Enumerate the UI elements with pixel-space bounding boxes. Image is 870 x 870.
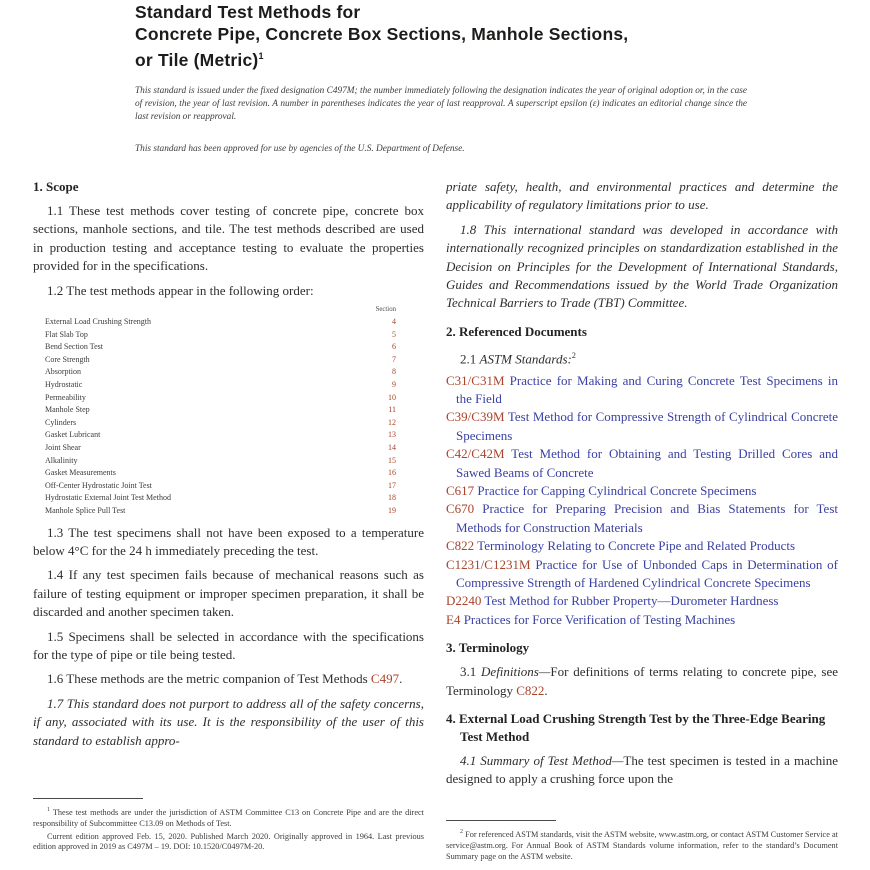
reference-title-link[interactable]: Terminology Relating to Concrete Pipe and Related Products xyxy=(474,538,796,554)
title-line-3-text: or Tile (Metric) xyxy=(135,49,259,70)
index-row xyxy=(45,467,396,480)
index-label: Cylinders xyxy=(45,417,77,427)
section-2-heading: 2. Referenced Documents xyxy=(446,323,587,339)
index-section-link[interactable]: 16 xyxy=(388,468,396,478)
paragraph-1-3: 1.3 The test specimens shall not have been exposed to a temperature below 4°C for the 24 h immediately preceding the test. xyxy=(33,524,424,558)
test-methods-index xyxy=(45,305,396,518)
index-section-link[interactable]: 18 xyxy=(388,493,396,503)
definitions-label: Definitions— xyxy=(481,664,551,680)
index-section-link[interactable]: 4 xyxy=(392,317,396,327)
paragraph-1-8: 1.8 This international standard was developed in accordance with internationally recognized principles on standardization established in the Decision on Principles for the Development of International Standards, Guides and Recommendations issued by the World Trade Organization Technical Barriers to Trade (TBT) Committee. xyxy=(446,221,838,311)
reference-designation-link[interactable]: C670 xyxy=(446,501,475,517)
index-label: Gasket Measurements xyxy=(45,468,116,478)
paragraph-1-5: 1.5 Specimens shall be selected in accordance with the specifications for the type of pipe or tile being tested. xyxy=(33,628,424,662)
index-row xyxy=(45,329,396,342)
footnote-edition: Current edition approved Feb. 15, 2020. Published March 2020. Originally approved in 1964. Last previous edition approved in 2019 as C497M – 19. DOI: 10.1520/C0497M-20. xyxy=(33,831,424,852)
c497-link[interactable]: C497 xyxy=(370,671,400,687)
reference-item xyxy=(446,556,838,593)
summary-label: 4.1 Summary of Test Method— xyxy=(460,753,624,769)
index-label: Alkalinity xyxy=(45,455,78,465)
reference-title-link[interactable]: Practice for Preparing Precision and Bias Statements for Test Methods for Construction Materials xyxy=(456,501,838,535)
index-label: Manhole Step xyxy=(45,405,90,415)
index-row xyxy=(45,341,396,354)
index-section-link[interactable]: 12 xyxy=(388,417,396,427)
index-column-header: Section xyxy=(375,306,396,314)
title-line-2: Concrete Pipe, Concrete Box Sections, Manhole Sections, xyxy=(135,24,629,44)
index-label: Core Strength xyxy=(45,354,90,364)
title-footnote-marker: 1 xyxy=(258,51,264,61)
footnote-2-marker-ref: 2 xyxy=(571,350,576,360)
index-row xyxy=(45,442,396,455)
index-label: Hydrostatic External Joint Test Method xyxy=(45,493,171,503)
reference-title-link[interactable]: Practice for Use of Unbonded Caps in Determination of Compressive Strength of Hardened Cylindrical Concrete Specimens xyxy=(456,556,838,591)
section-1-heading: 1. Scope xyxy=(33,179,79,194)
paragraph-4-1 xyxy=(446,752,838,789)
index-section-link[interactable]: 19 xyxy=(388,505,396,515)
footnote-2 xyxy=(446,827,838,862)
index-row xyxy=(45,404,396,417)
reference-designation-link[interactable]: C617 xyxy=(446,483,475,499)
index-row xyxy=(45,455,396,468)
index-row xyxy=(45,316,396,329)
paragraph-1-6 xyxy=(33,670,424,688)
footnote-1-text: These test methods are under the jurisdiction of ASTM Committee C13 on Concrete Pipe and are the direct responsibility of Subcommittee C13.09 on Methods of Test. xyxy=(33,807,424,828)
index-label: Manhole Splice Pull Test xyxy=(45,505,126,515)
footnote-rule xyxy=(446,820,556,821)
document-title-block xyxy=(135,1,628,71)
index-row xyxy=(45,417,396,430)
reference-designation-link[interactable]: C39/C39M xyxy=(446,409,505,425)
paragraph-1-6-text: 1.6 These methods are the metric companion of Test Methods xyxy=(47,671,371,687)
paragraph-1-1: 1.1 These test methods cover testing of concrete pipe, concrete box sections, manhole sections, and tile. The test methods described are used in production testing and acceptance testing to evaluate the properties provided for in the specifications. xyxy=(33,203,424,274)
paragraph-4-1-text: The test specimen is tested in a machine designed to apply a crushing force upon the xyxy=(446,753,838,787)
left-column xyxy=(33,178,424,870)
index-section-link[interactable]: 11 xyxy=(388,405,396,415)
reference-designation-link[interactable]: C31/C31M xyxy=(446,372,505,388)
reference-designation-link[interactable]: C1231/C1231M xyxy=(446,556,531,572)
reference-item xyxy=(446,592,838,610)
index-section-link[interactable]: 14 xyxy=(388,442,396,452)
index-row xyxy=(45,492,396,505)
index-label: Permeability xyxy=(45,392,86,402)
index-row xyxy=(45,354,396,367)
index-section-link[interactable]: 7 xyxy=(392,354,396,364)
index-label: Bend Section Test xyxy=(45,342,103,352)
reference-item xyxy=(446,537,838,555)
paragraph-3-1-period: . xyxy=(544,682,548,698)
paragraph-3-1-number: 3.1 xyxy=(460,664,482,680)
right-column xyxy=(446,178,838,870)
index-row xyxy=(45,379,396,392)
index-section-link[interactable]: 9 xyxy=(392,380,396,389)
paragraph-2-1 xyxy=(446,347,838,369)
paragraph-3-1 xyxy=(446,663,838,700)
paragraph-2-1-number: 2.1 xyxy=(460,351,480,367)
footnote-rule xyxy=(33,798,143,799)
index-section-link[interactable]: 8 xyxy=(392,367,396,377)
reference-designation-link[interactable]: C42/C42M xyxy=(446,446,505,462)
reference-title-link[interactable]: Test Method for Obtaining and Testing Drilled Cores and Sawed Beams of Concrete xyxy=(456,446,838,480)
section-4-heading: 4. External Load Crushing Strength Test by the Three-Edge Bearing Test Method xyxy=(446,711,826,745)
reference-designation-link[interactable]: C822 xyxy=(446,538,475,554)
reference-item xyxy=(446,611,838,629)
title-line-3 xyxy=(135,45,628,71)
footnote-2-marker: 2 xyxy=(460,829,463,835)
index-label: External Load Crushing Strength xyxy=(45,317,151,327)
reference-title-link[interactable]: Practice for Capping Cylindrical Concrete Specimens xyxy=(474,483,757,499)
reference-title-link[interactable]: Test Method for Rubber Property—Durometer Hardness xyxy=(481,593,779,609)
reference-title-link[interactable]: Practice for Making and Curing Concrete Test Specimens in the Field xyxy=(456,372,838,406)
index-section-link[interactable]: 5 xyxy=(392,329,396,339)
index-label: Flat Slab Top xyxy=(45,329,88,339)
reference-title-link[interactable]: Practices for Force Verification of Testing Machines xyxy=(460,611,736,627)
footnote-1-marker: 1 xyxy=(47,807,50,813)
index-row xyxy=(45,480,396,493)
paragraph-1-7: 1.7 This standard does not purport to address all of the safety concerns, if any, associated with its use. It is the responsibility of the user of this standard to establish appro- xyxy=(33,695,424,748)
paragraph-1-4: 1.4 If any test specimen fails because of mechanical reasons such as failure of testing equipment or improper specimen preparation, it shall be discarded and another specimen taken. xyxy=(33,567,424,620)
reference-title-link[interactable]: Test Method for Compressive Strength of Cylindrical Concrete Specimens xyxy=(456,409,838,443)
title-line-1: Standard Test Methods for xyxy=(135,2,361,22)
reference-designation-link[interactable]: D2240 xyxy=(446,593,482,609)
issuance-note: This standard is issued under the fixed designation C497M; the number immediately following the designation indicates the year of original adoption or, in the case of revision, the year of last revision. A number in parentheses indicates the year of last reapproval. A superscript epsilon (ε) indicates an editorial change since the last revision or reapproval. xyxy=(135,86,747,122)
footnote-1 xyxy=(33,805,424,830)
reference-item xyxy=(446,445,838,482)
index-row xyxy=(45,429,396,442)
reference-item xyxy=(446,372,838,409)
dod-approval-note: This standard has been approved for use by agencies of the U.S. Department of Defense. xyxy=(135,144,465,154)
index-label: Joint Shear xyxy=(45,442,81,452)
index-section-link[interactable]: 17 xyxy=(388,480,396,490)
index-row xyxy=(45,505,396,518)
paragraph-1-2: 1.2 The test methods appear in the following order: xyxy=(47,282,314,298)
index-section-link[interactable]: 15 xyxy=(388,455,396,465)
reference-item xyxy=(446,500,838,537)
index-label: Gasket Lubricant xyxy=(45,430,101,440)
reference-designation-link[interactable]: E4 xyxy=(446,611,461,627)
index-label: Hydrostatic xyxy=(45,380,83,389)
paragraph-1-7-continuation: priate safety, health, and environmental practices and determine the applicability of regulatory limitations prior to use. xyxy=(446,179,838,213)
footnote-2-text: For referenced ASTM standards, visit the ASTM website, www.astm.org, or contact ASTM Customer Service at service@astm.org. For Annual Book of ASTM Standards volume information, refer to the standard’s Document Summary page on the ASTM website. xyxy=(446,829,838,861)
index-section-link[interactable]: 10 xyxy=(388,392,396,402)
index-row xyxy=(45,366,396,379)
reference-item xyxy=(446,482,838,500)
index-section-link[interactable]: 13 xyxy=(388,430,396,440)
index-label: Absorption xyxy=(45,367,81,377)
index-label: Off-Center Hydrostatic Joint Test xyxy=(45,480,152,490)
section-3-heading: 3. Terminology xyxy=(446,640,530,656)
astm-standards-label: ASTM Standards: xyxy=(479,351,572,367)
referenced-standards-list xyxy=(446,372,838,630)
paragraph-1-6-period: . xyxy=(399,671,403,687)
index-row xyxy=(45,392,396,405)
reference-item xyxy=(446,408,838,445)
left-footnote-block xyxy=(33,798,424,853)
paragraph-3-1-text: For definitions of terms relating to concrete pipe, see Terminology xyxy=(446,664,838,698)
right-footnote-block xyxy=(446,820,838,862)
index-section-link[interactable]: 6 xyxy=(392,342,396,352)
c822-link[interactable]: C822 xyxy=(516,682,545,698)
